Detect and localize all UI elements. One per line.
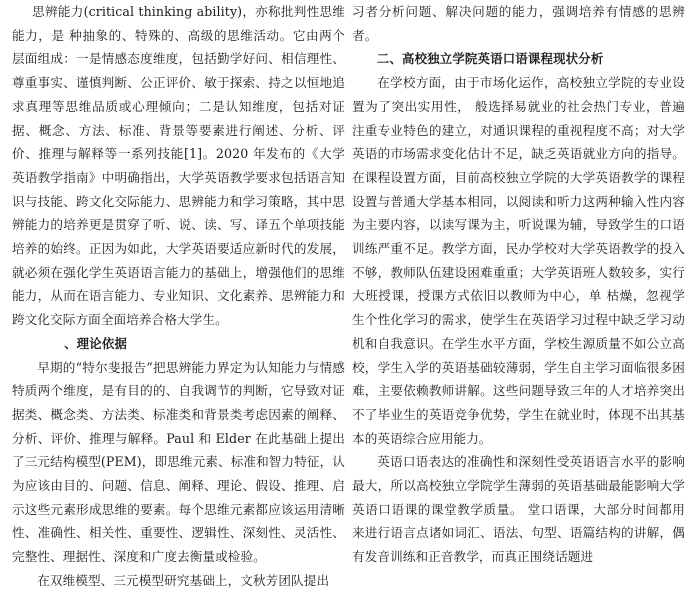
left-column (12, 0, 345, 593)
section-heading-theoretical-basis: 、理论依据 (64, 335, 128, 351)
right-column (352, 0, 685, 569)
paragraph-wen-qiufang-model: 在双维模型、三元模型研究基础上，文秋芳团队提出 (37, 572, 330, 588)
paragraph-delphi-report: 早期的“特尔斐报告”把思辨能力界定为认知能力与情感特质两个维度，是有目的的、自我调节的判断，它导致对证据类、概念类、方法类、标准类和背景类考虑因素的阐释、分析、评价、推理与解释。Paul 和 Elder 在此基础上提出了三元结构模型(PEM)，即思维元素、标准和智力特征，认为应该由目的、问题、信息、阐释、理论、假设、推理、启示这些元素形成思维的要素。每个思维元素都应该运用清晰性、准确性、相关性、重要性、逻辑性、深刻性、灵活性、完整性、理据性、深度和广度去衡量或检验。 (12, 359, 345, 565)
paragraph-school-course-analysis: 在学校方面，由于市场化运作，高校独立学院的专业设置为了突出实用性， 般选择易就业的社会热门专业，普遍注重专业特色的建立，对通识课程的重视程度不高；对大学英语的市场需求变化估计不足，缺乏英语就业方向的指导。在课程设置方面，目前高校独立学院的大学英语教学的课程设置与普通大学基本相同，以阅读和听力这两种输入性内容为主要内容，以读写课为主，听说课为辅，导致学生的口语训练严重不足。教学方面，民办学校对大学英语教学的投入不够，教师队伍建设困难重重；大学英语班人数较多，实行大班授课，授课方式依旧以教师为中心，单 枯燥，忽视学生个性化学习的需求，使学生在英语学习过程中缺乏学习动机和自我意识。在学生水平方面，学校生源质量不如公立高校，学生入学的英语基础较薄弱，学生自主学习面临很多困难，主要依赖教师讲解。这些问题导致三年的人才培养突出不了毕业生的英语竞争优势，学生在就业时，体现不出其基本的英语综合应用能力。 (352, 75, 685, 446)
section-heading-current-status: 二、高校独立学院英语口语课程现状分析 (376, 51, 604, 67)
paragraph-oral-english-accuracy: 英语口语表达的准确性和深刻性受英语语言水平的影响最大，所以高校独立学院学生薄弱的英语基础最能影响大学英语口语课的课堂教学质量。 堂口语课，大部分时间都用来进行语言点诸如词汇、语法、句型、语篇结构的讲解，偶有发音训练和正音教学，而真正围绕话题进 (352, 454, 685, 565)
paragraph-continuation: 习者分析问题、解决问题的能力，强调培养有情感的思辨者。 (352, 4, 685, 43)
paragraph-critical-thinking-definition: 思辨能力(critical thinking ability)，亦称批判性思维能力，是 种抽象的、特殊的、高级的思维活动。它由两个层面组成：一是情感态度维度，包括勤学好问、相信理性、尊重事实、谨慎判断、公正评价、敏于探索、持之以恒地追求真理等思维品质或心理倾向；二是认知维度，包括对证据、概念、方法、标准、背景等要素进行阐述、分析、评价、推理与解释等一系列技能[1]。2020 年发布的《大学英语教学指南》中明确指出，大学英语教学要求包括语言知识与技能、跨文化交际能力、思辨能力和学习策略，其中思辨能力的培养更是贯穿了听、说、读、写、译五个单项技能培养的始终。正因为如此，大学英语要适应新时代的发展，就必须在强化学生英语语言能力的基础上，增强他们的思维能力，从而在语言能力、专业知识、文化素养、思辨能力和跨文化交际方面全面培养合格大学生。 (12, 4, 345, 328)
